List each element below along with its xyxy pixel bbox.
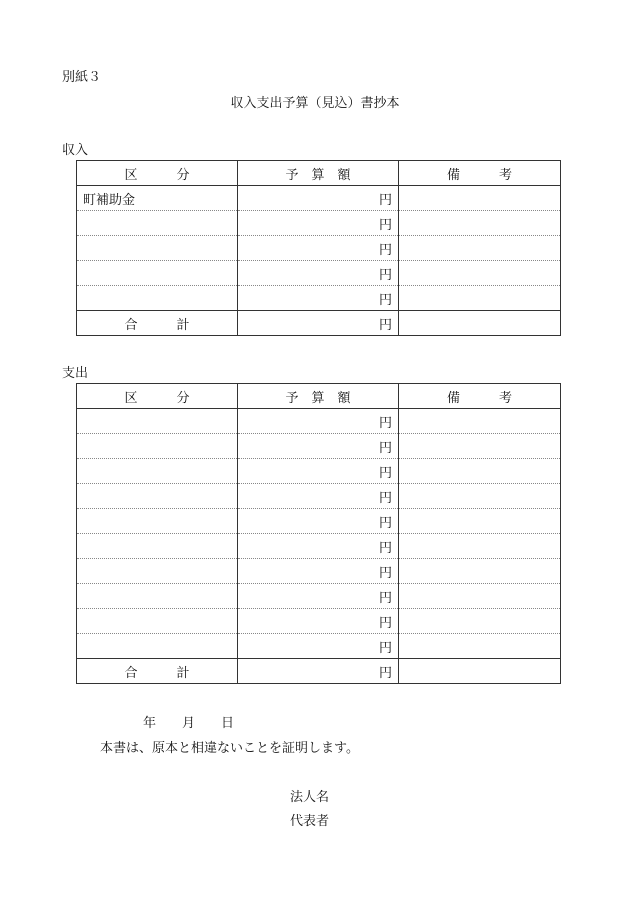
expense-header-remarks: 備 考	[399, 384, 561, 409]
corporation-name-label: 法人名	[290, 790, 330, 805]
expense-row-remarks[interactable]	[399, 534, 561, 559]
expense-row-category[interactable]	[77, 509, 238, 534]
document-title: 収入支出予算（見込）書抄本	[230, 96, 400, 111]
income-row-amount[interactable]: 円	[238, 236, 399, 261]
income-row	[77, 236, 561, 261]
income-row	[77, 211, 561, 236]
expense-row	[77, 634, 561, 659]
income-total-amount[interactable]: 円	[238, 311, 399, 336]
expense-section-label: 支出	[62, 366, 89, 381]
expense-row-category[interactable]	[77, 459, 238, 484]
expense-row-amount[interactable]: 円	[238, 609, 399, 634]
income-row-remarks[interactable]	[399, 236, 561, 261]
expense-header-amount: 予 算 額	[238, 384, 399, 409]
date-month: 月	[182, 716, 196, 731]
expense-row-amount[interactable]: 円	[238, 559, 399, 584]
income-row-category[interactable]	[77, 236, 238, 261]
income-row-category[interactable]: 町補助金	[77, 186, 238, 211]
income-row-amount[interactable]: 円	[238, 286, 399, 311]
expense-row-amount[interactable]: 円	[238, 409, 399, 434]
income-total-remarks[interactable]	[399, 311, 561, 336]
expense-row	[77, 434, 561, 459]
income-row-amount[interactable]: 円	[238, 211, 399, 236]
income-section-label: 収入	[62, 143, 89, 158]
expense-row-category[interactable]	[77, 434, 238, 459]
expense-row-remarks[interactable]	[399, 484, 561, 509]
date-day: 日	[221, 716, 235, 731]
income-row-category[interactable]	[77, 286, 238, 311]
expense-total-label: 合 計	[77, 659, 238, 684]
income-header-amount: 予 算 額	[238, 161, 399, 186]
income-row-remarks[interactable]	[399, 286, 561, 311]
expense-row	[77, 484, 561, 509]
expense-row-category[interactable]	[77, 409, 238, 434]
expense-row-remarks[interactable]	[399, 634, 561, 659]
expense-total-row	[77, 659, 561, 684]
expense-row	[77, 559, 561, 584]
date-line	[143, 712, 234, 731]
certification-text: 本書は、原本と相違ないことを証明します。	[100, 741, 359, 756]
income-total-row	[77, 311, 561, 336]
income-header-row	[77, 161, 561, 186]
income-row	[77, 186, 561, 211]
income-row-remarks[interactable]	[399, 261, 561, 286]
expense-row-category[interactable]	[77, 484, 238, 509]
expense-row-amount[interactable]: 円	[238, 534, 399, 559]
income-row-remarks[interactable]	[399, 211, 561, 236]
income-row-amount[interactable]: 円	[238, 186, 399, 211]
expense-row	[77, 584, 561, 609]
expense-row-amount[interactable]: 円	[238, 484, 399, 509]
expense-table	[76, 383, 561, 684]
expense-row-amount[interactable]: 円	[238, 509, 399, 534]
expense-row-remarks[interactable]	[399, 434, 561, 459]
income-table	[76, 160, 561, 336]
income-row-category[interactable]	[77, 211, 238, 236]
expense-row-category[interactable]	[77, 634, 238, 659]
expense-header-row	[77, 384, 561, 409]
expense-row-remarks[interactable]	[399, 409, 561, 434]
expense-row	[77, 459, 561, 484]
expense-row-category[interactable]	[77, 559, 238, 584]
income-total-label: 合 計	[77, 311, 238, 336]
expense-row-amount[interactable]: 円	[238, 434, 399, 459]
expense-row	[77, 609, 561, 634]
expense-row	[77, 409, 561, 434]
expense-row-remarks[interactable]	[399, 584, 561, 609]
income-header-remarks: 備 考	[399, 161, 561, 186]
expense-row-remarks[interactable]	[399, 609, 561, 634]
income-row	[77, 286, 561, 311]
attachment-label: 別紙３	[62, 70, 102, 85]
income-row-amount[interactable]: 円	[238, 261, 399, 286]
income-header-category: 区 分	[77, 161, 238, 186]
expense-row-category[interactable]	[77, 534, 238, 559]
expense-row-remarks[interactable]	[399, 459, 561, 484]
expense-row-category[interactable]	[77, 584, 238, 609]
expense-total-remarks[interactable]	[399, 659, 561, 684]
expense-row-category[interactable]	[77, 609, 238, 634]
income-row	[77, 261, 561, 286]
income-row-remarks[interactable]	[399, 186, 561, 211]
date-year: 年	[143, 716, 157, 731]
expense-row-remarks[interactable]	[399, 509, 561, 534]
expense-row-remarks[interactable]	[399, 559, 561, 584]
expense-header-category: 区 分	[77, 384, 238, 409]
expense-row	[77, 534, 561, 559]
expense-total-amount[interactable]: 円	[238, 659, 399, 684]
representative-label: 代表者	[290, 814, 330, 829]
expense-row-amount[interactable]: 円	[238, 634, 399, 659]
income-row-category[interactable]	[77, 261, 238, 286]
expense-row	[77, 509, 561, 534]
expense-row-amount[interactable]: 円	[238, 459, 399, 484]
expense-row-amount[interactable]: 円	[238, 584, 399, 609]
